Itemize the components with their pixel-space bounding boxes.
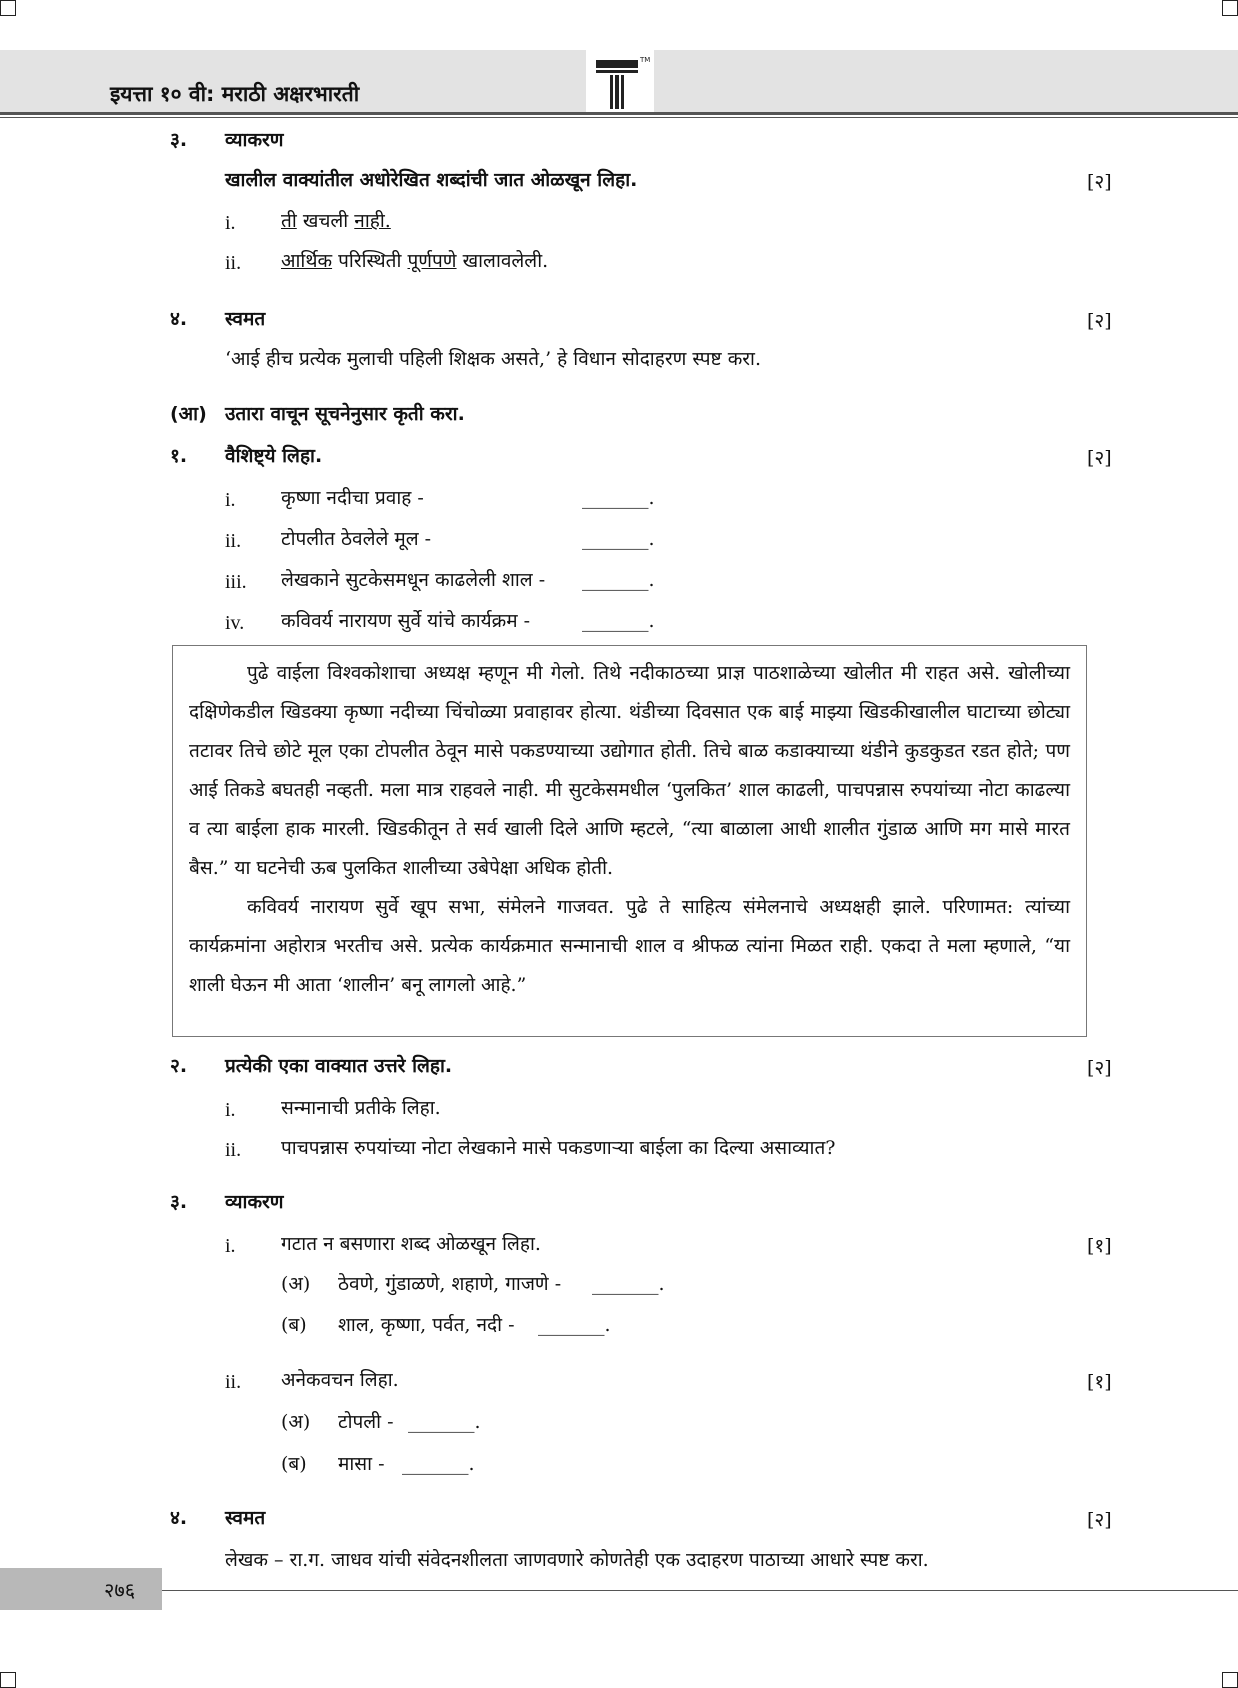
section-title: व्याकरण xyxy=(225,1191,284,1213)
item-text: पाचपन्नास रुपयांच्या नोटा लेखकाने मासे पकडणाऱ्या बाईला का दिल्या असाव्यात? xyxy=(281,1137,836,1159)
item-label: ii. xyxy=(225,1371,242,1393)
crop-mark xyxy=(0,0,16,16)
page-number: २७६ xyxy=(104,1578,136,1602)
header-rule xyxy=(0,112,1238,115)
item-text: टोपलीत ठेवलेले मूल - xyxy=(281,528,432,550)
publisher-logo xyxy=(586,50,654,112)
footer-page-box xyxy=(0,1568,162,1610)
question-number: ३. xyxy=(170,129,188,151)
question-title: प्रत्येकी एका वाक्यात उत्तरे लिहा. xyxy=(225,1055,453,1077)
sentence-ii: आर्थिक परिस्थिती पूर्णपणे खालावलेली. xyxy=(281,250,549,272)
marks-label: [२] xyxy=(1087,1057,1112,1079)
item-text: गटात न बसणारा शब्द ओळखून लिहा. xyxy=(281,1233,541,1255)
underlined-word: नाही. xyxy=(354,210,391,232)
subitem-label: (ब) xyxy=(281,1453,307,1475)
crop-mark xyxy=(1222,0,1238,16)
question-number: २. xyxy=(170,1055,188,1077)
marks-label: [२] xyxy=(1087,310,1112,332)
answer-blank: _______. xyxy=(582,610,655,632)
subitem-label: (ब) xyxy=(281,1314,307,1336)
item-label: i. xyxy=(225,1099,236,1121)
marks-label: [२] xyxy=(1087,1509,1112,1531)
answer-blank: _______. xyxy=(538,1314,611,1336)
question-instruction: खालील वाक्यांतील अधोरेखित शब्दांची जात ओळखून लिहा. xyxy=(225,169,638,191)
item-label: ii. xyxy=(225,252,242,274)
item-label: iii. xyxy=(225,571,247,593)
item-label: iv. xyxy=(225,612,245,634)
underlined-word: आर्थिक xyxy=(281,250,333,272)
crop-mark xyxy=(1222,1672,1238,1688)
item-text: कविवर्य नारायण सुर्वे यांचे कार्यक्रम - xyxy=(281,610,531,632)
section-title: स्वमत xyxy=(225,308,266,330)
item-label: i. xyxy=(225,212,236,234)
question-number: ३. xyxy=(170,1191,188,1213)
item-label: ii. xyxy=(225,1139,242,1161)
question-text: लेखक – रा.ग. जाधव यांची संवेदनशीलता जाणवणारे कोणतेही एक उदाहरण पाठाच्या आधारे स्पष्ट करा. xyxy=(225,1549,929,1571)
marks-label: [२] xyxy=(1087,447,1112,469)
item-text: अनेकवचन लिहा. xyxy=(281,1369,399,1391)
part-title: उतारा वाचून सूचनेनुसार कृती करा. xyxy=(225,403,465,425)
marks-label: [१] xyxy=(1087,1371,1112,1393)
item-label: i. xyxy=(225,489,236,511)
header-rule xyxy=(0,117,1238,118)
item-label: i. xyxy=(225,1235,236,1257)
reading-passage-box xyxy=(172,645,1087,1037)
underlined-word: पूर्णपणे xyxy=(407,250,457,272)
marks-label: [१] xyxy=(1087,1235,1112,1257)
footer-rule xyxy=(0,1590,1238,1591)
subitem-text: टोपली - xyxy=(338,1411,394,1433)
page-header-title: इयत्ता १० वी: मराठी अक्षरभारती xyxy=(110,82,360,106)
item-label: ii. xyxy=(225,530,242,552)
subitem-text: ठेवणे, गुंडाळणे, शहाणे, गाजणे - xyxy=(338,1273,562,1295)
answer-blank: _______. xyxy=(402,1453,475,1475)
section-title: व्याकरण xyxy=(225,129,284,151)
marks-label: [२] xyxy=(1087,171,1112,193)
svg-text:TM: TM xyxy=(640,56,651,64)
subitem-label: (अ) xyxy=(281,1411,311,1433)
crop-mark xyxy=(0,1672,16,1688)
question-number: १. xyxy=(170,445,188,467)
question-number: ४. xyxy=(170,1507,188,1529)
passage-paragraph: कविवर्य नारायण सुर्वे खूप सभा, संमेलने गाजवत. पुढे ते साहित्य संमेलनाचे अध्यक्षही झाले. परिणामत: त्यांच्या कार्यक्रमांना अहोरात्र भरतीच असे. प्रत्येक कार्यक्रमात सन्मानाची शाल व श्रीफळ त्यांना मिळत राही. एकदा ते मला म्हणाले, “या शाली घेऊन मी आता ‘शालीन’ बनू लागलो आहे.” xyxy=(189,896,1070,996)
question-number: ४. xyxy=(170,308,188,330)
sentence-i: ती खचली नाही. xyxy=(281,210,391,232)
section-title: स्वमत xyxy=(225,1507,266,1529)
subitem-text: मासा - xyxy=(338,1453,385,1475)
question-text: ‘आई हीच प्रत्येक मुलाची पहिली शिक्षक असते,’ हे विधान सोदाहरण स्पष्ट करा. xyxy=(225,348,762,370)
answer-blank: _______. xyxy=(592,1273,665,1295)
part-label: (आ) xyxy=(170,403,207,425)
question-title: वैशिष्ट्ये लिहा. xyxy=(225,445,323,467)
answer-blank: _______. xyxy=(582,528,655,550)
item-text: कृष्णा नदीचा प्रवाह - xyxy=(281,487,424,509)
underlined-word: ती xyxy=(281,210,297,232)
item-text: लेखकाने सुटकेसमधून काढलेली शाल - xyxy=(281,569,546,591)
answer-blank: _______. xyxy=(582,487,655,509)
subitem-text: शाल, कृष्णा, पर्वत, नदी - xyxy=(338,1314,515,1336)
item-text: सन्मानाची प्रतीके लिहा. xyxy=(281,1097,441,1119)
subitem-label: (अ) xyxy=(281,1273,311,1295)
answer-blank: _______. xyxy=(582,569,655,591)
passage-paragraph: पुढे वाईला विश्वकोशाचा अध्यक्ष म्हणून मी गेलो. तिथे नदीकाठच्या प्राज्ञ पाठशाळेच्या खोलीत मी राहत असे. खोलीच्या दक्षिणेकडील खिडक्या कृष्णा नदीच्या चिंचोळ्या प्रवाहावर होत्या. थंडीच्या दिवसात एक बाई माझ्या खिडकीखालील घाटाच्या छोट्या तटावर तिचे छोटे मूल एका टोपलीत ठेवून मासे पकडण्याच्या उद्योगात होती. तिचे बाळ कडाक्याच्या थंडीने कुडकुडत रडत होते; पण आई तिकडे बघतही नव्हती. मला मात्र राहवले नाही. मी सुटकेसमधील ‘पुलकित’ शाल काढली, पाचपन्नास रुपयांच्या नोटा काढल्या व त्या बाईला हाक मारली. खिडकीतून ते सर्व खाली दिले आणि म्हटले, “त्या बाळाला आधी शालीत गुंडाळ आणि मग मासे मारत बैस.” या घटनेची ऊब पुलकित शालीच्या उबेपेक्षा अधिक होती. xyxy=(189,662,1070,879)
answer-blank: _______. xyxy=(408,1411,481,1433)
